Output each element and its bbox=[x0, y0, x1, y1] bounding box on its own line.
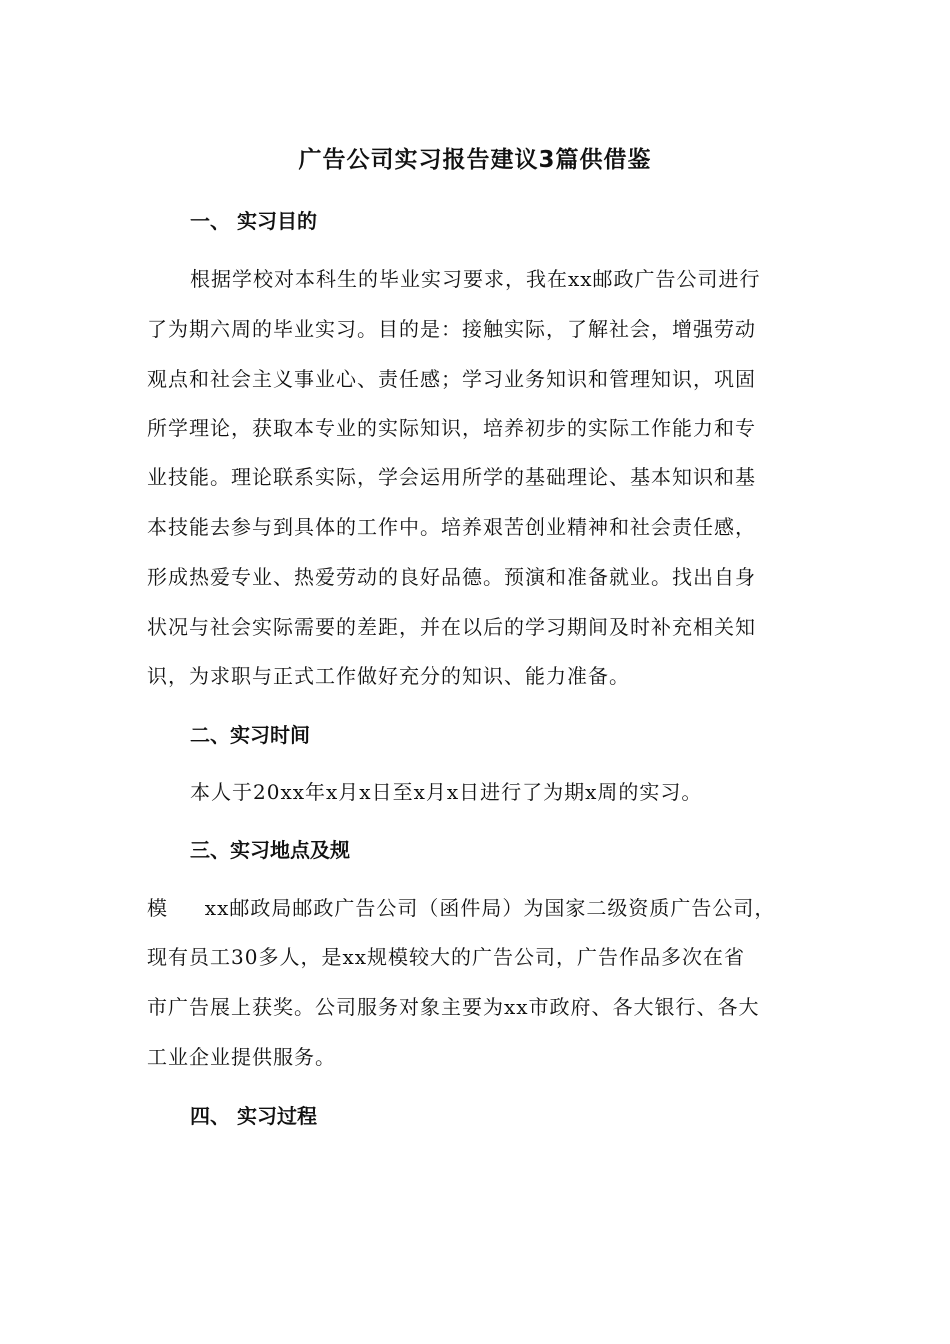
section-1-line: 业技能。理论联系实际，学会运用所学的基础理论、基本知识和基 bbox=[147, 465, 756, 489]
section-3-line: 现有员工30多人，是xx规模较大的广告公司，广告作品多次在省 bbox=[147, 945, 746, 969]
section-3-heading: 三、实习地点及规 bbox=[190, 838, 350, 862]
section-3-line: 市广告展上获奖。公司服务对象主要为xx市政府、各大银行、各大 bbox=[147, 995, 760, 1019]
section-1-line: 所学理论，获取本专业的实际知识，培养初步的实际工作能力和专 bbox=[147, 416, 756, 440]
document-title: 广告公司实习报告建议3篇供借鉴 bbox=[298, 147, 652, 173]
section-1-line: 形成热爱专业、热爱劳动的良好品德。预演和准备就业。找出自身 bbox=[147, 565, 756, 589]
section-1-line: 状况与社会实际需要的差距，并在以后的学习期间及时补充相关知 bbox=[147, 615, 756, 639]
section-2-heading: 二、实习时间 bbox=[190, 723, 310, 747]
section-1-line: 观点和社会主义事业心、责任感；学习业务知识和管理知识，巩固 bbox=[147, 367, 756, 391]
section-4-heading: 四、 实习过程 bbox=[190, 1104, 317, 1128]
section-1-line: 了为期六周的毕业实习。目的是：接触实际，了解社会，增强劳动 bbox=[147, 317, 756, 341]
section-1-line: 识，为求职与正式工作做好充分的知识、能力准备。 bbox=[147, 664, 630, 688]
section-3-line: 工业企业提供服务。 bbox=[147, 1045, 336, 1069]
section-3-line: 模 xx邮政局邮政广告公司（函件局）为国家二级资质广告公司， bbox=[147, 896, 776, 920]
section-1-heading: 一、 实习目的 bbox=[190, 209, 317, 233]
section-1-line: 根据学校对本科生的毕业实习要求，我在xx邮政广告公司进行 bbox=[190, 267, 761, 291]
section-2-line: 本人于20xx年x月x日至x月x日进行了为期x周的实习。 bbox=[190, 780, 703, 804]
section-1-line: 本技能去参与到具体的工作中。培养艰苦创业精神和社会责任感， bbox=[147, 515, 756, 539]
